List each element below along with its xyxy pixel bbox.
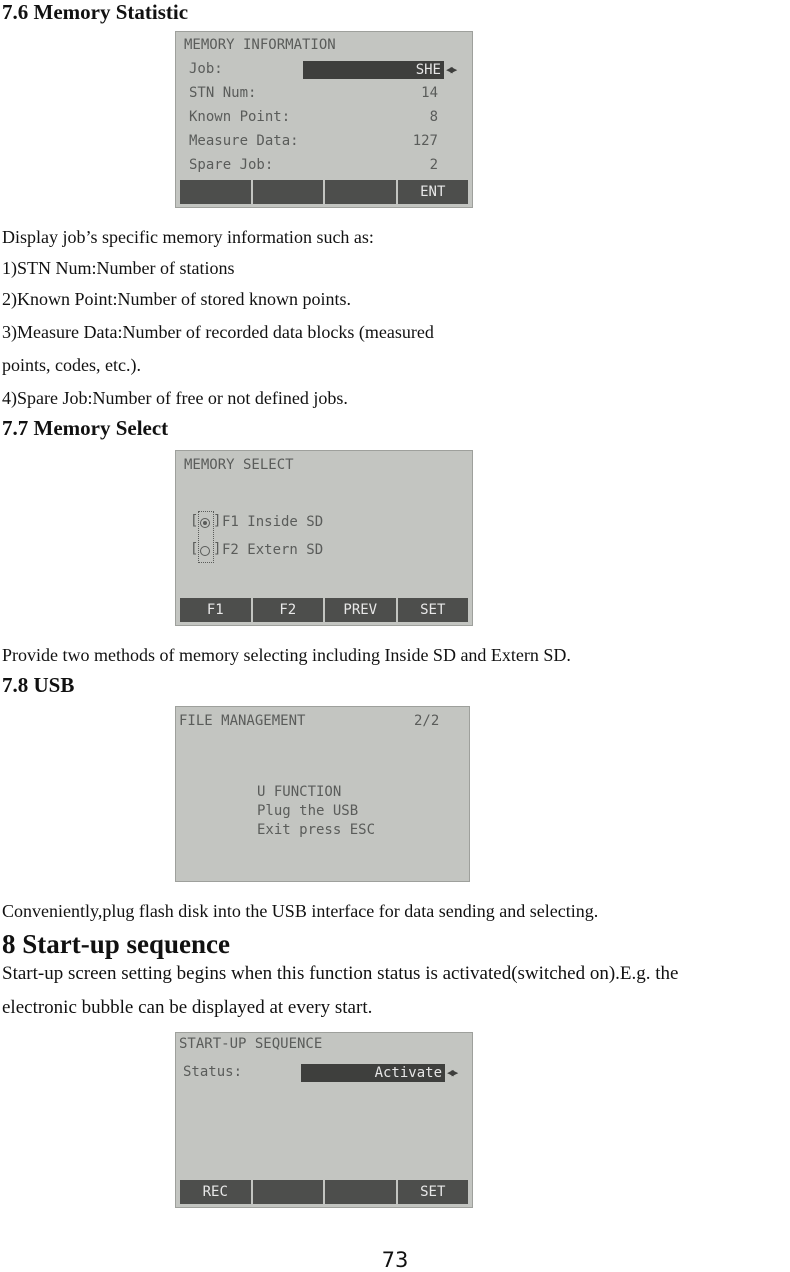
usb-description: Conveniently,plug flash disk into the USB interface for data sending and selecting. [2,901,599,921]
softkey-bar [180,1180,468,1204]
softkey-f2[interactable] [253,1180,324,1204]
usb-message-line-1: U FUNCTION [257,784,342,800]
spare-job-value: 2 [429,157,438,173]
stn-num-value: 14 [421,85,438,101]
softkey-f3[interactable] [325,180,396,204]
spare-job-label: Spare Job: [189,157,274,173]
memory-info-item-3: 3)Measure Data:Number of recorded data blocks (measured [2,322,434,342]
radio-unselected-icon [200,546,210,556]
usb-message-line-2: Plug the USB [257,803,359,819]
radio-selected-icon [200,518,210,528]
softkey-ent[interactable]: ENT [398,180,469,204]
softkey-set[interactable]: SET [398,598,469,622]
softkey-set[interactable]: SET [398,1180,469,1204]
page-indicator: 2/2 [414,713,440,729]
job-value-field[interactable]: SHE [303,61,444,79]
screen-title: START-UP SEQUENCE [179,1036,323,1052]
section-heading-memory-statistic: 7.6 Memory Statistic [2,0,189,24]
left-right-arrows-icon[interactable]: ◀▶ [446,63,456,76]
page-number: 73 [381,1248,409,1272]
softkey-f2[interactable]: F2 [253,598,324,622]
memory-select-screen [175,450,473,626]
softkey-rec[interactable]: REC [180,1180,251,1204]
radio-bracket-close-2: ] [213,541,222,557]
startup-paragraph-line-1: Start-up screen setting begins when this function status is activated(switched on).E.g. the [2,963,679,984]
softkey-f3[interactable] [325,1180,396,1204]
memory-info-item-3-cont: points, codes, etc.). [2,355,141,375]
file-management-screen [175,706,470,882]
startup-paragraph-line-2: electronic bubble can be displayed at every start. [2,997,373,1018]
softkey-f1[interactable]: F1 [180,598,251,622]
chapter-heading-start-up-sequence: 8 Start-up sequence [2,929,230,959]
start-up-sequence-screen [175,1032,473,1208]
radio-bracket-2: [ [190,541,199,557]
measure-data-value: 127 [412,133,438,149]
measure-data-label: Measure Data: [189,133,299,149]
stn-num-label: STN Num: [189,85,257,101]
memory-info-item-1: 1)STN Num:Number of stations [2,258,235,278]
memory-info-intro: Display job’s specific memory information such as: [2,227,374,247]
left-right-arrows-icon[interactable]: ◀▶ [447,1066,457,1079]
known-point-value: 8 [429,109,438,125]
option-inside-sd-label[interactable]: F1 Inside SD [222,514,324,530]
section-heading-memory-select: 7.7 Memory Select [2,416,169,440]
screen-title: MEMORY INFORMATION [184,37,336,53]
softkey-f1[interactable] [180,180,251,204]
option-extern-sd-label[interactable]: F2 Extern SD [222,542,324,558]
job-label: Job: [189,61,223,77]
softkey-bar [180,598,468,622]
memory-info-item-2: 2)Known Point:Number of stored known points. [2,289,351,309]
radio-bracket-close-1: ] [213,513,222,529]
status-value-field[interactable]: Activate [301,1064,445,1082]
softkey-bar [180,180,468,204]
memory-select-description: Provide two methods of memory selecting including Inside SD and Extern SD. [2,645,571,665]
usb-message-line-3: Exit press ESC [257,822,376,838]
memory-info-item-4: 4)Spare Job:Number of free or not defined jobs. [2,388,348,408]
status-label: Status: [183,1064,243,1080]
radio-inside-sd[interactable] [196,514,212,533]
radio-bracket-1: [ [190,513,199,529]
screen-title: FILE MANAGEMENT [179,713,306,729]
screen-title: MEMORY SELECT [184,457,294,473]
known-point-label: Known Point: [189,109,291,125]
section-heading-usb: 7.8 USB [2,673,75,697]
softkey-f2[interactable] [253,180,324,204]
softkey-prev[interactable]: PREV [325,598,396,622]
memory-information-screen [175,31,473,208]
radio-extern-sd[interactable] [196,542,212,561]
